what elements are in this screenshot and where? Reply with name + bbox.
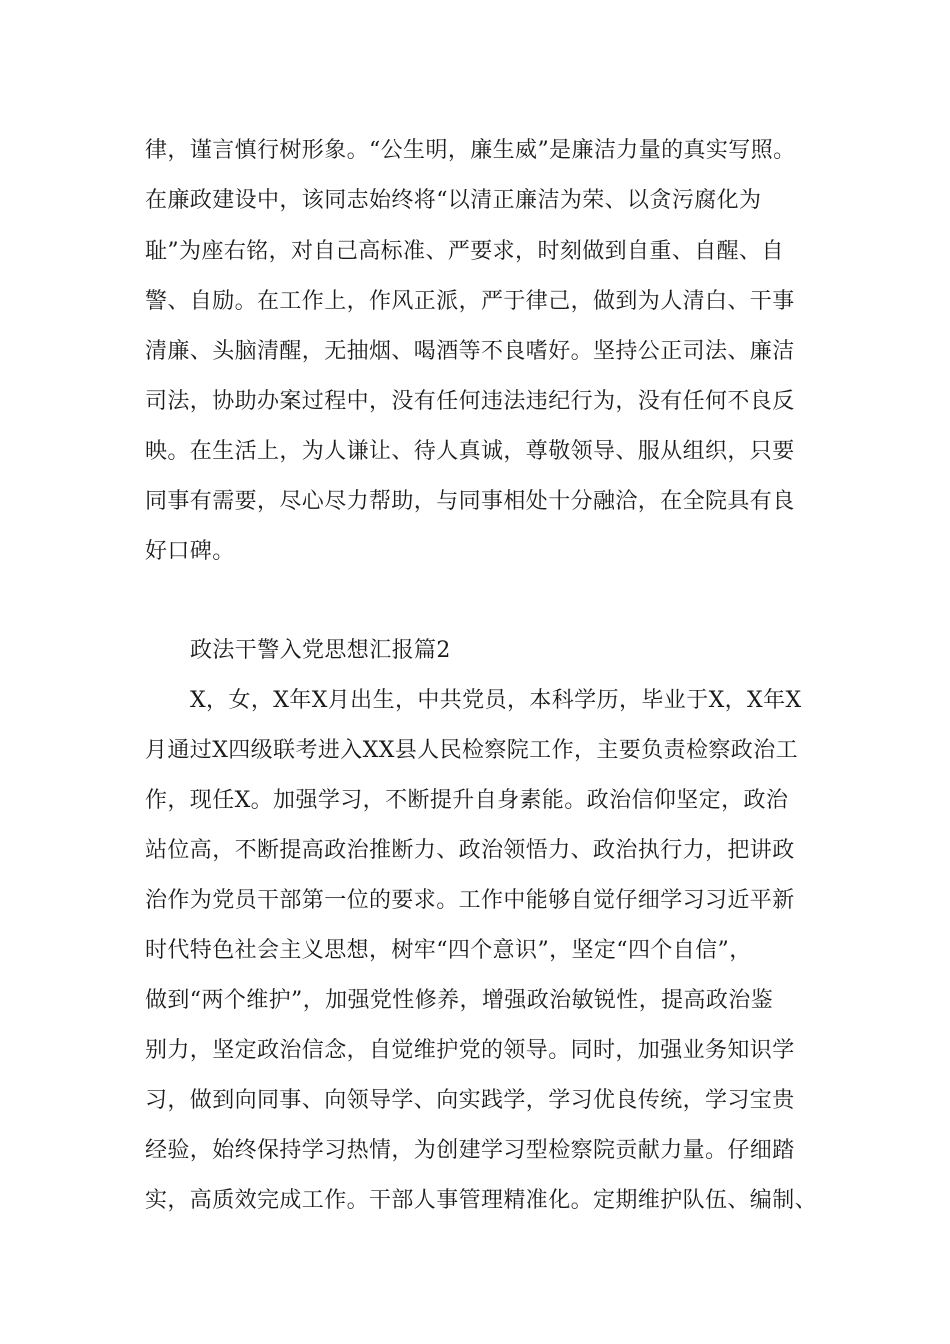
paragraph-1-line-8: 同事有需要，尽心尽力帮助，与同事相处十分融洽，在全院具有良: [145, 489, 795, 514]
section-heading: 政法干警入党思想汇报篇2: [190, 638, 451, 663]
paragraph-2-line-5: 治作为党员干部第一位的要求。工作中能够自觉仔细学习习近平新: [145, 888, 795, 913]
paragraph-1-line-3: 耻”为座右铭，对自己高标准、严要求，时刻做到自重、自醒、自: [145, 239, 784, 264]
paragraph-2-line-2: 月通过X四级联考进入XX县人民检察院工作，主要负责检察政治工: [145, 738, 798, 763]
paragraph-2-line-6: 时代特色社会主义思想，树牢“四个意识”，坚定“四个自信”，: [145, 938, 752, 963]
paragraph-1-line-9: 好口碑。: [145, 539, 235, 564]
paragraph-1-line-7: 映。在生活上，为人谦让、待人真诚，尊敬领导、服从组织，只要: [145, 439, 795, 464]
paragraph-2-line-7: 做到“两个维护”，加强党性修养，增强政治敏锐性，提高政治鉴: [145, 988, 774, 1013]
paragraph-1-line-5: 清廉、头脑清醒，无抽烟、喝酒等不良嗜好。坚持公正司法、廉洁: [145, 339, 795, 364]
paragraph-2-line-3: 作，现任X。加强学习，不断提升自身素能。政治信仰坚定，政治: [145, 788, 789, 813]
paragraph-1-line-2: 在廉政建设中，该同志始终将“以清正廉洁为荣、以贪污腐化为: [145, 188, 762, 213]
paragraph-1-line-6: 司法，协助办案过程中，没有任何违法违纪行为，没有任何不良反: [145, 389, 795, 414]
paragraph-2-line-11: 实，高质效完成工作。干部人事管理精准化。定期维护队伍、编制、: [145, 1188, 818, 1213]
paragraph-2-line-9: 习，做到向同事、向领导学、向实践学，学习优良传统，学习宝贵: [145, 1088, 795, 1113]
paragraph-1-line-1: 律，谨言慎行树形象。“公生明，廉生威”是廉洁力量的真实写照。: [145, 138, 796, 163]
paragraph-2-line-4: 站位高，不断提高政治推断力、政治领悟力、政治执行力，把讲政: [145, 838, 795, 863]
paragraph-1-line-4: 警、自励。在工作上，作风正派，严于律己，做到为人清白、干事: [145, 289, 795, 314]
paragraph-2-line-1: X，女，X年X月出生，中共党员，本科学历，毕业于X，X年X: [190, 688, 802, 713]
paragraph-2-line-10: 经验，始终保持学习热情，为创建学习型检察院贡献力量。仔细踏: [145, 1138, 795, 1163]
paragraph-2-line-8: 别力，坚定政治信念，自觉维护党的领导。同时，加强业务知识学: [145, 1038, 795, 1063]
